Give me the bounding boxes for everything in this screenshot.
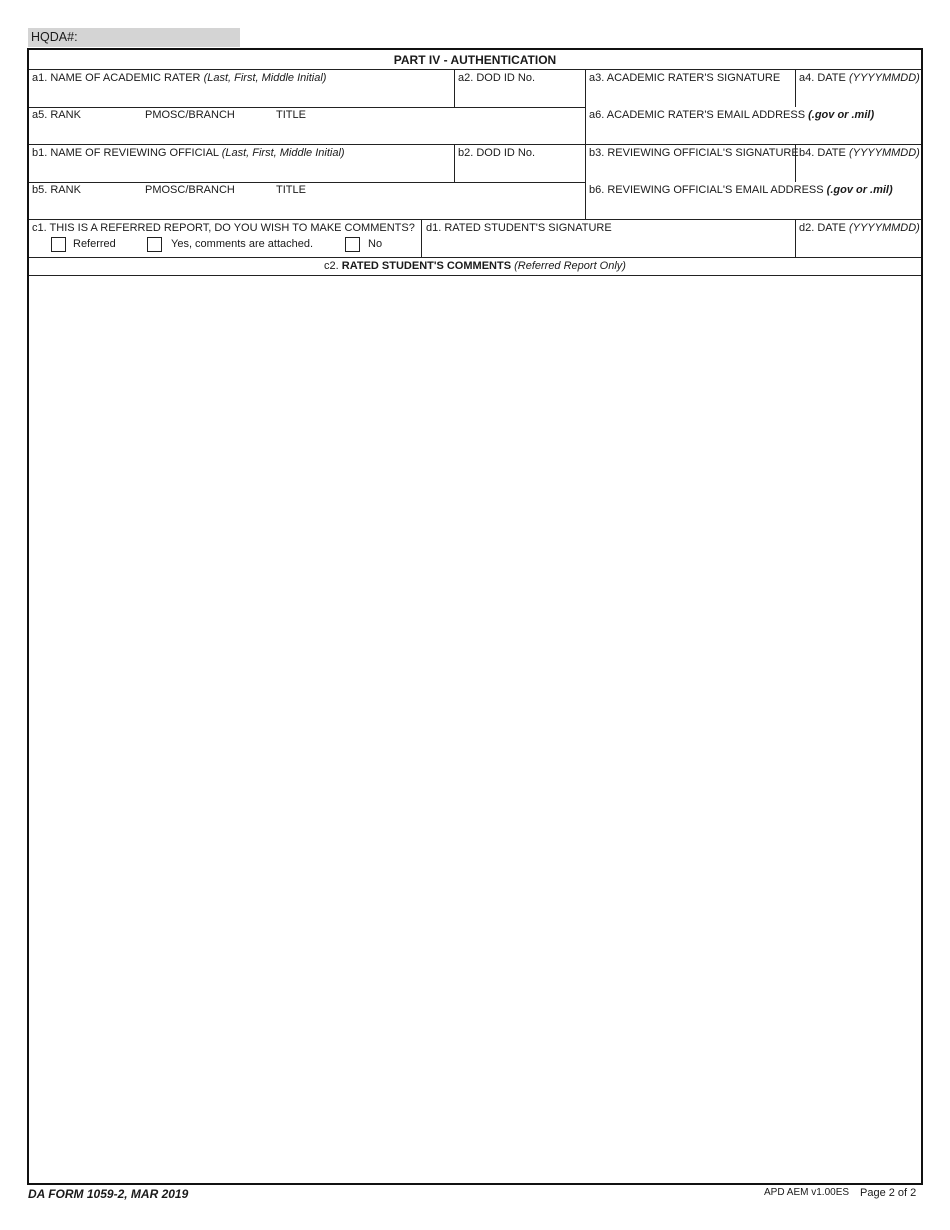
divider xyxy=(585,69,586,144)
reviewing-official-name-input[interactable] xyxy=(31,161,451,181)
divider xyxy=(29,275,921,276)
divider xyxy=(421,219,422,257)
reviewing-official-signature-field[interactable] xyxy=(588,161,793,181)
b5-branch-label: PMOSC/BRANCH xyxy=(145,184,235,196)
student-comments-textarea[interactable] xyxy=(31,278,919,1181)
reviewing-official-dodid-input[interactable] xyxy=(457,161,583,181)
divider xyxy=(29,144,921,145)
divider xyxy=(585,144,586,219)
a5-title-label: TITLE xyxy=(276,109,306,121)
academic-rater-signature-field[interactable] xyxy=(588,86,793,106)
rated-student-signature-field[interactable] xyxy=(425,236,793,256)
academic-rater-rank-input[interactable] xyxy=(31,123,583,143)
divider xyxy=(29,107,585,108)
referred-option-label: Referred xyxy=(73,238,116,250)
b5-rank-label: b5. RANK xyxy=(32,184,81,196)
reviewing-official-date-input[interactable] xyxy=(798,161,919,181)
form-version: APD AEM v1.00ES xyxy=(764,1187,850,1198)
b2-label: b2. DOD ID No. xyxy=(458,147,536,159)
a6-label: a6. ACADEMIC RATER'S EMAIL ADDRESS (.gov or .mil) xyxy=(589,109,875,121)
academic-rater-email-input[interactable] xyxy=(588,123,919,143)
divider xyxy=(29,182,585,183)
a2-label: a2. DOD ID No. xyxy=(458,72,536,84)
no-comments-checkbox[interactable] xyxy=(345,237,360,252)
b5-title-label: TITLE xyxy=(276,184,306,196)
d2-label: d2. DATE (YYYYMMDD) xyxy=(799,222,920,234)
divider xyxy=(454,69,455,107)
c2-label: c2. RATED STUDENT'S COMMENTS (Referred Report Only) xyxy=(324,260,626,272)
b3-label: b3. REVIEWING OFFICIAL'S SIGNATURE xyxy=(589,147,799,159)
divider xyxy=(29,219,921,220)
part-title: PART IV - AUTHENTICATION xyxy=(393,53,557,67)
divider xyxy=(795,69,796,107)
form-id: DA FORM 1059-2, MAR 2019 xyxy=(28,1187,189,1201)
no-option-label: No xyxy=(368,238,383,250)
academic-rater-date-input[interactable] xyxy=(798,86,919,106)
referred-checkbox[interactable] xyxy=(51,237,66,252)
a5-rank-label: a5. RANK xyxy=(32,109,81,121)
authentication-form xyxy=(27,48,923,1185)
c1-label: c1. THIS IS A REFERRED REPORT, DO YOU WISH TO MAKE COMMENTS? xyxy=(32,222,415,234)
reviewing-official-rank-input[interactable] xyxy=(31,198,583,218)
divider xyxy=(29,69,921,70)
d1-label: d1. RATED STUDENT'S SIGNATURE xyxy=(426,222,612,234)
b4-label: b4. DATE (YYYYMMDD) xyxy=(799,147,920,159)
b6-label: b6. REVIEWING OFFICIAL'S EMAIL ADDRESS (.gov or .mil) xyxy=(589,184,893,196)
divider xyxy=(454,144,455,182)
hqda-number-field[interactable] xyxy=(28,28,240,47)
rated-student-date-input[interactable] xyxy=(798,236,919,256)
a1-label: a1. NAME OF ACADEMIC RATER (Last, First, Middle Initial) xyxy=(32,72,327,84)
a3-label: a3. ACADEMIC RATER'S SIGNATURE xyxy=(589,72,781,84)
divider xyxy=(29,257,921,258)
page-number: Page 2 of 2 xyxy=(860,1187,917,1199)
b1-label: b1. NAME OF REVIEWING OFFICIAL (Last, First, Middle Initial) xyxy=(32,147,345,159)
comments-attached-option-label: Yes, comments are attached. xyxy=(171,238,314,250)
academic-rater-name-input[interactable] xyxy=(31,86,451,106)
a5-branch-label: PMOSC/BRANCH xyxy=(145,109,235,121)
a4-label: a4. DATE (YYYYMMDD) xyxy=(799,72,920,84)
academic-rater-dodid-input[interactable] xyxy=(457,86,583,106)
comments-attached-checkbox[interactable] xyxy=(147,237,162,252)
reviewing-official-email-input[interactable] xyxy=(588,198,919,218)
divider xyxy=(795,219,796,257)
hqda-label: HQDA#: xyxy=(31,30,78,44)
